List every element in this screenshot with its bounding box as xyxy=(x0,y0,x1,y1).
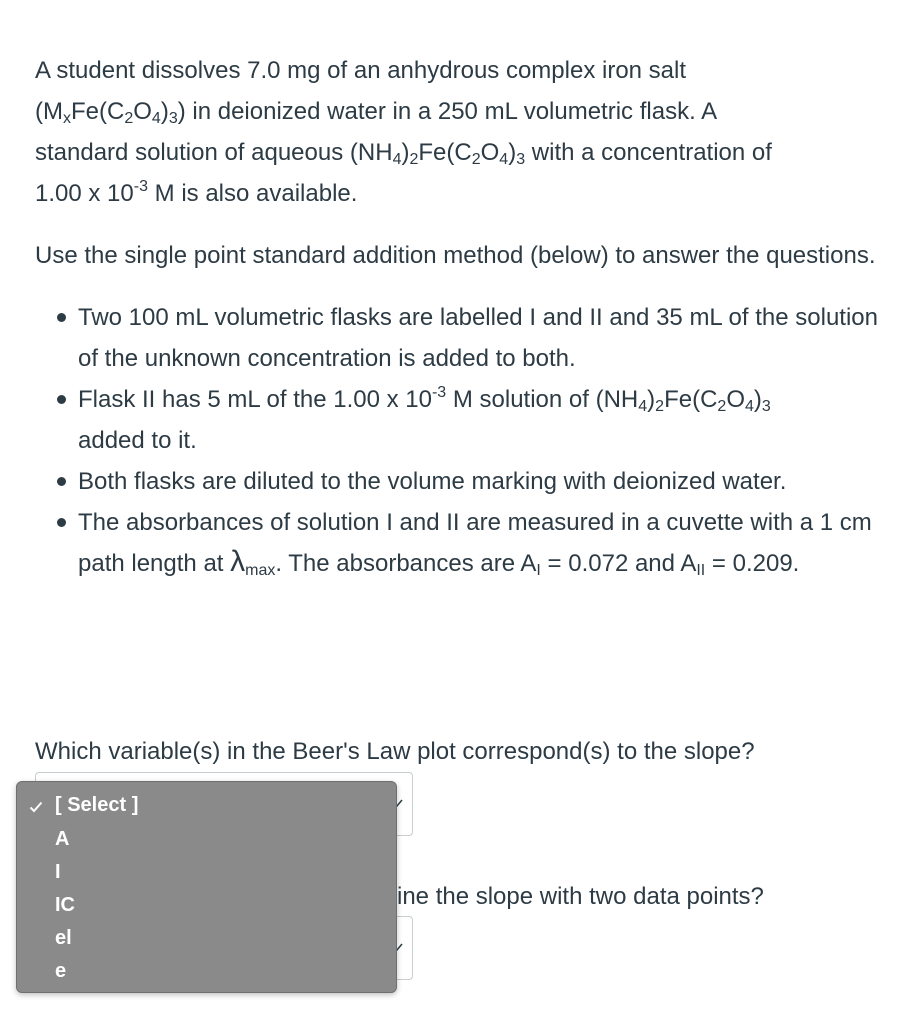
subscript: II xyxy=(696,562,706,579)
list-item-text: added to it. xyxy=(78,427,197,454)
intro-text: M is also available. xyxy=(147,180,358,207)
intro-line-1: A student dissolves 7.0 mg of an anhydrous complex iron salt xyxy=(35,57,687,84)
intro-text: ) xyxy=(401,139,410,166)
intro-text: ) xyxy=(160,98,169,125)
subscript: x xyxy=(62,110,71,127)
list-item-text: Fe(C xyxy=(664,386,718,413)
list-item-text: Flask II has 5 mL of the 1.00 x 10 xyxy=(78,386,432,413)
list-item xyxy=(35,502,885,584)
intro-text: standard solution of aqueous (NH xyxy=(35,139,393,166)
intro-text: Fe(C xyxy=(418,139,472,166)
dropdown-option-select[interactable]: [ Select ] xyxy=(55,794,139,816)
subscript: 4 xyxy=(151,110,161,127)
dropdown-option[interactable]: A xyxy=(55,828,70,850)
intro-text: ) in deionized water in a 250 mL volumetric flask. A xyxy=(177,98,718,125)
subscript: max xyxy=(245,562,276,579)
intro-text: 1.00 x 10 xyxy=(35,180,134,207)
intro-text: ) xyxy=(508,139,517,166)
subscript: I xyxy=(536,562,541,579)
subscript: 3 xyxy=(168,110,178,127)
second-question: ine the slope with two data points? xyxy=(397,883,764,910)
subscript: 4 xyxy=(638,398,648,415)
checkmark-icon xyxy=(29,801,43,813)
slope-question: Which variable(s) in the Beer's Law plot correspond(s) to the slope? xyxy=(35,738,755,765)
dropdown-option[interactable]: e xyxy=(55,960,67,982)
superscript: -3 xyxy=(431,384,447,401)
instructions-paragraph: Use the single point standard addition method (below) to answer the questions. xyxy=(35,242,876,269)
subscript: 2 xyxy=(655,398,665,415)
list-item-text: Both flasks are diluted to the volume marking with deionized water. xyxy=(78,468,787,495)
list-item xyxy=(35,297,885,379)
intro-text: Fe(C xyxy=(70,98,125,125)
subscript: 3 xyxy=(516,151,526,168)
subscript: 4 xyxy=(392,151,402,168)
list-item xyxy=(35,379,885,461)
subscript: 3 xyxy=(761,398,771,415)
superscript: -3 xyxy=(133,178,148,195)
subscript: 4 xyxy=(745,398,754,415)
list-item-text: O xyxy=(726,386,745,413)
subscript: 4 xyxy=(499,151,509,168)
subscript: 2 xyxy=(717,398,727,415)
intro-text: O xyxy=(480,139,500,166)
lambda-symbol: λ xyxy=(230,545,246,578)
list-item-text: ) xyxy=(647,386,656,413)
dropdown-option[interactable]: I xyxy=(55,861,61,883)
subscript: 2 xyxy=(124,110,134,127)
list-item-text: = 0.072 and A xyxy=(540,550,697,577)
question-text xyxy=(35,50,885,584)
list-item xyxy=(35,461,885,502)
intro-text: O xyxy=(133,98,152,125)
dropdown-menu[interactable] xyxy=(16,781,397,993)
list-item-text: = 0.209. xyxy=(705,550,800,577)
subscript: 2 xyxy=(471,151,481,168)
list-item-text: . The absorbances are A xyxy=(275,550,537,577)
list-item-text: Two 100 mL volumetric flasks are labelled I and II and 35 mL of the solution of the unknown concentration is added to both. xyxy=(78,304,878,372)
list-item-text: The absorbances of solution I and II are measured in a cuvette with a 1 cm path length at xyxy=(78,509,872,577)
list-item-text: M solution of (NH xyxy=(446,386,639,413)
dropdown-option[interactable]: IC xyxy=(55,894,75,916)
procedure-list xyxy=(35,297,885,584)
intro-text: (M xyxy=(35,98,63,125)
subscript: 2 xyxy=(409,151,419,168)
intro-paragraph xyxy=(35,50,885,214)
intro-text: with a concentration of xyxy=(525,139,772,166)
dropdown-option[interactable]: el xyxy=(55,927,72,949)
list-item-text: ) xyxy=(753,386,762,413)
